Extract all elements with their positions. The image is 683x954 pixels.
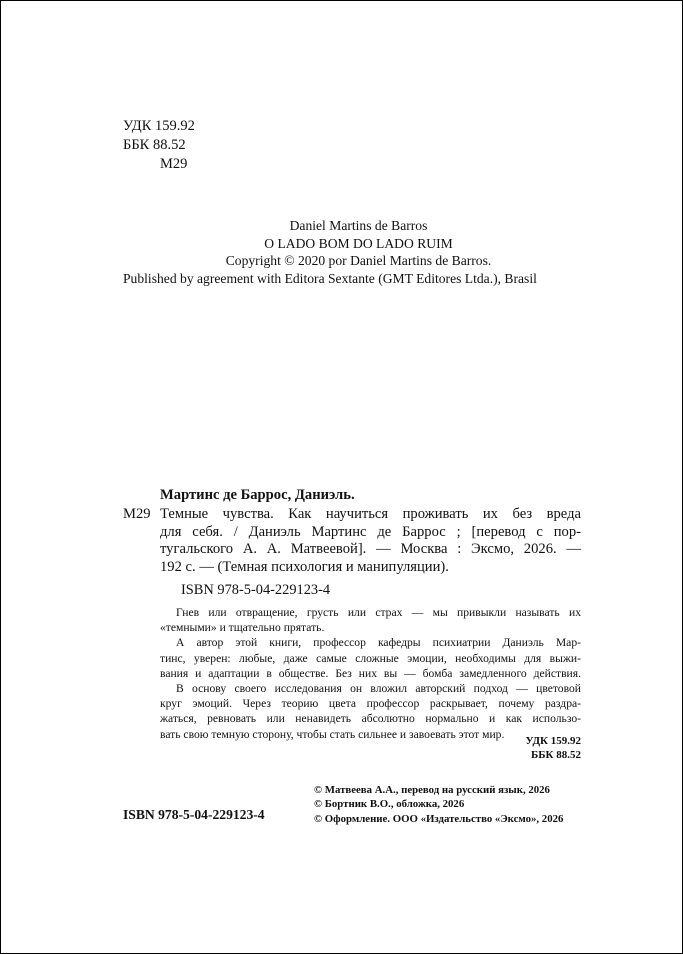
catalog-line: тугальского А. А. Матвеевой]. — Москва : Эксмо, 2026. —: [160, 541, 581, 558]
catalog-line: 192 с. — (Темная психология и манипуляции).: [160, 559, 449, 576]
annotation-line: круг эмоций. Через теорию цвета профессор раскрывает, почему раздра-: [160, 697, 581, 711]
catalog-line: для себя. / Даниэль Мартинс де Баррос ; [перевод с пор-: [160, 523, 581, 540]
copyright-notices: [314, 783, 563, 826]
footer-udk: УДК 159.92: [525, 735, 581, 747]
annotation-line: вания и адаптации в обществе. Без них вы — бомба замедленного действия.: [160, 666, 581, 680]
annotation-line: жаться, ревновать или ненавидеть абсолютно нормально и как использо-: [160, 712, 581, 726]
copyright-line: © Оформление. ООО «Издательство «Эксмо», 2026: [314, 812, 564, 825]
footer-bbk: ББК 88.52: [530, 749, 581, 761]
catalog-author-code: М29: [123, 506, 151, 522]
annotation-line: А автор этой книги, профессор кафедры психиатрии Даниэль Мар-: [176, 636, 581, 650]
annotation-line: тинс, уверен: любые, даже самые сложные эмоции, необходимы для выжи-: [160, 651, 581, 665]
catalog-description: [160, 506, 581, 577]
copyright-line: © Матвеева А.А., перевод на русский язык, 2026: [314, 784, 550, 796]
annotation-line: «темными» и тщательно прятать.: [160, 621, 325, 635]
publishing-agreement: Published by agreement with Editora Sextante (GMT Editores Ltda.), Brasil: [123, 270, 537, 286]
catalog-author-heading: Мартинс де Баррос, Даниэль.: [160, 487, 355, 503]
udk-code: УДК 159.92: [123, 118, 195, 134]
footer-classification: [481, 734, 581, 762]
annotation-line: Гнев или отвращение, грусть или страх — мы привыкли называть их: [176, 606, 581, 619]
annotation-line: вать свою темную сторону, чтобы стать сильнее и завоевать этот мир.: [160, 727, 505, 741]
classification-codes: [123, 117, 195, 174]
original-author: Daniel Martins de Barros: [289, 218, 428, 233]
bbk-code: ББК 88.52: [123, 137, 186, 153]
annotation-line: В основу своего исследования он вложил авторский подход — цветовой: [176, 682, 581, 696]
catalog-isbn: ISBN 978-5-04-229123-4: [181, 582, 331, 598]
footer-isbn: ISBN 978-5-04-229123-4: [123, 807, 265, 822]
original-title: O LADO BOM DO LADO RUIM: [264, 235, 453, 251]
catalog-line: Темные чувства. Как научиться проживать их без вреда: [160, 506, 581, 522]
original-copyright: Copyright © 2020 por Daniel Martins de Barros.: [225, 253, 492, 268]
original-edition-info: [1, 217, 683, 287]
author-code: М29: [160, 156, 188, 172]
copyright-line: © Бортник В.О., обложка, 2026: [314, 798, 465, 811]
annotation: [160, 605, 581, 742]
